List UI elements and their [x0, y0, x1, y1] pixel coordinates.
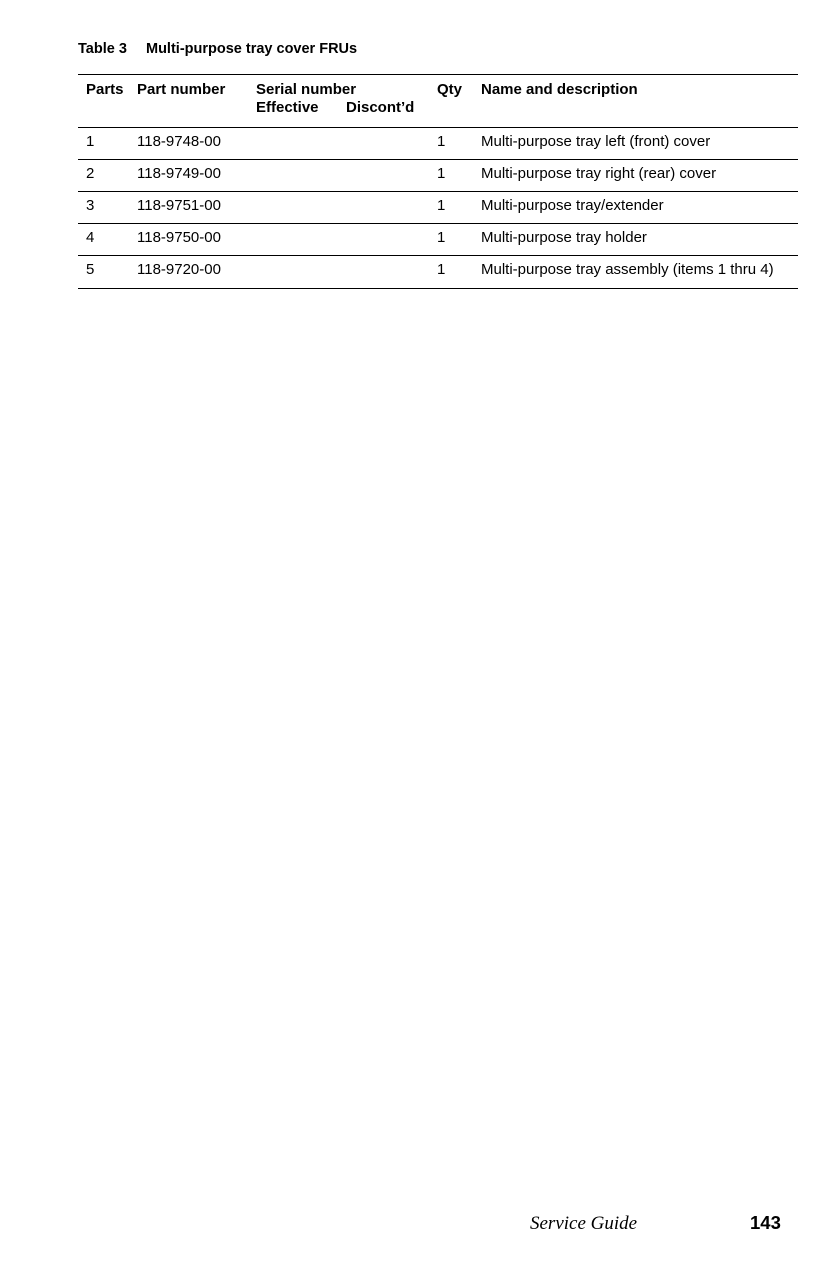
- table-caption: [78, 41, 357, 57]
- table-row: [78, 224, 798, 256]
- page-number: 143: [750, 1212, 781, 1233]
- cell-description: Multi-purpose tray/extender: [481, 197, 664, 214]
- cell-qty: 1: [437, 229, 446, 246]
- header-name-description: Name and description: [481, 81, 638, 98]
- header-qty: Qty: [437, 81, 463, 98]
- footer-title: Service Guide: [530, 1213, 638, 1234]
- header-effective: Effective: [256, 99, 319, 116]
- cell-serial-number: [256, 256, 437, 289]
- cell-serial-number: [256, 224, 437, 256]
- cell-qty: 1: [437, 165, 446, 182]
- cell-part-number: 118-9720-00: [137, 261, 221, 278]
- cell-qty: 1: [437, 133, 446, 150]
- header-parts: Parts: [86, 81, 124, 98]
- table-title: Multi-purpose tray cover FRUs: [146, 41, 358, 57]
- cell-parts: 3: [86, 197, 95, 214]
- table-body: [78, 128, 798, 289]
- cell-serial-number: [256, 192, 437, 224]
- table-number: Table 3: [78, 41, 127, 57]
- table-row: [78, 128, 798, 160]
- cell-qty: 1: [437, 197, 446, 214]
- header-serial-number-label: Serial number: [256, 81, 357, 98]
- header-part-number: Part number: [137, 81, 226, 98]
- cell-parts: 5: [86, 261, 95, 278]
- cell-parts: 2: [86, 165, 95, 182]
- cell-description: Multi-purpose tray assembly (items 1 thru 4): [481, 261, 774, 278]
- cell-description: Multi-purpose tray holder: [481, 229, 647, 246]
- cell-part-number: 118-9750-00: [137, 229, 221, 246]
- header-serial-number: [256, 75, 437, 128]
- table-header: [78, 75, 798, 128]
- cell-part-number: 118-9749-00: [137, 165, 221, 182]
- cell-part-number: 118-9748-00: [137, 133, 221, 150]
- header-row: [78, 75, 798, 128]
- cell-description: Multi-purpose tray right (rear) cover: [481, 165, 717, 182]
- cell-part-number: 118-9751-00: [137, 197, 221, 214]
- table-row: [78, 160, 798, 192]
- table-row: [78, 192, 798, 224]
- header-discontinued: Discont’d: [346, 99, 415, 116]
- fru-table: [78, 74, 798, 289]
- cell-serial-number: [256, 160, 437, 192]
- cell-description: Multi-purpose tray left (front) cover: [481, 133, 711, 150]
- header-serial-subheaders: [256, 99, 437, 117]
- cell-parts: 1: [86, 133, 95, 150]
- cell-parts: 4: [86, 229, 95, 246]
- table-row: [78, 256, 798, 289]
- cell-serial-number: [256, 128, 437, 160]
- cell-qty: 1: [437, 261, 446, 278]
